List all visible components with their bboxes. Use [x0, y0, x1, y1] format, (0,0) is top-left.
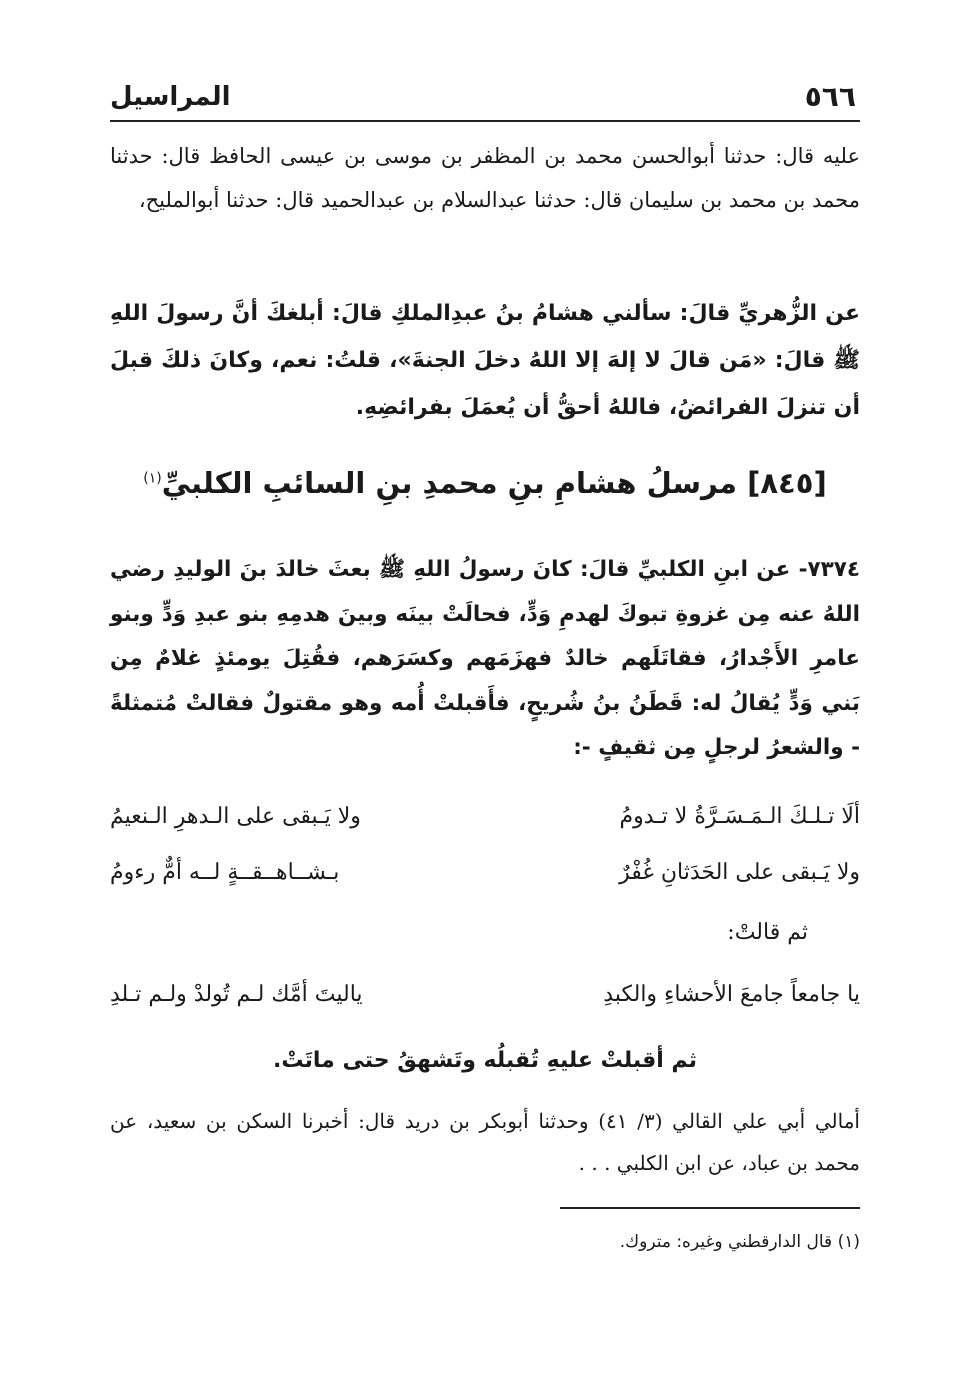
footnote: (١) قال الدارقطني وغيره: متروك.	[619, 1232, 860, 1252]
page-header	[110, 80, 860, 120]
header-rule	[110, 120, 860, 122]
verse-second-hemistich: بـشــاهــقــةٍ لــه أمٌّ رءومُ	[110, 860, 340, 885]
verse-line	[110, 860, 860, 906]
hadith-paragraph: عن الزُّهريِّ قالَ: سألني هشامُ بنُ عبدِالملكِ قالَ: أبلغكَ أنَّ رسولَ اللهِ ﷺ قالَ: «مَن قالَ لا إلهَ إلا اللهُ دخلَ الجنةَ»، قلتُ: نعم، وكانَ ذلكَ قبلَ أن تنزلَ الفرائضُ، فاللهُ أحقُّ أن يُعمَلَ بفرائضِهِ.	[110, 301, 860, 420]
verse-line	[110, 982, 860, 1028]
verse-second-hemistich: ولا يَـبقى على الـدهرِ الـنعيمُ	[110, 804, 361, 829]
footnote-marker: (١)	[143, 470, 162, 487]
source-reference-paragraph: أمالي أبي علي القالي (٣/ ٤١) وحدثنا أبوبكر بن دريد قال: أخبرنا السكن بن سعيد، عن محمد بن عباد، عن ابن الكلبي . . .	[110, 1109, 860, 1175]
book-page	[110, 0, 860, 1385]
then-said-line: ثم قالتْ:	[727, 920, 808, 945]
section-heading-text: [٨٤٥] مرسلُ هشامِ بنِ محمدِ بنِ السائبِ الكلبيِّ	[161, 466, 827, 500]
verse-line	[110, 804, 860, 850]
verse-first-hemistich: ألَا تـلـكَ الـمَـسَـرَّةُ لا تـدومُ	[619, 804, 860, 829]
closing-line: ثم أقبلتْ عليهِ تُقبلُه وتَشهقُ حتى ماتَتْ.	[273, 1048, 697, 1073]
running-title: المراسيل	[110, 82, 231, 112]
verse-first-hemistich: يا جامعاً جامعَ الأحشاءِ والكبدِ	[603, 982, 860, 1007]
section-heading	[110, 466, 860, 500]
main-hadith-paragraph: ٧٣٧٤- عن ابنِ الكلبيِّ قالَ: كانَ رسولُ اللهِ ﷺ بعثَ خالدَ بنَ الوليدِ رضي اللهُ عنه مِن غزوةِ تبوكَ لهدمِ وَدٍّ، فحالَتْ بينَه وبينَ هدمِهِ بنو عبدِ وَدٍّ وبنو عامرِ الأَجْدارُ، فقاتَلَهم خالدٌ فهزَمَهم وكسَرَهم، فقُتِلَ يومئذٍ غلامٌ مِن بَني وَدٍّ يُقالُ له: قَطَنُ بنُ شُريحٍ، فأَقبلتْ أُمه وهو مقتولٌ فقالتْ مُتمثلةً - والشعرُ لرجلٍ مِن ثقيفٍ -:	[110, 557, 860, 760]
source-chain-paragraph: عليه قال: حدثنا أبوالحسن محمد بن المظفر بن موسى بن عيسى الحافظ قال: حدثنا محمد بن محمد بن سليمان قال: حدثنا عبدالسلام بن عبدالحميد قال: حدثنا أبوالمليح،	[110, 144, 860, 212]
page-number: ٥٦٦	[804, 80, 856, 113]
verse-second-hemistich: ياليتَ أمَّك لـم تُولدْ ولـم تـلدِ	[110, 982, 363, 1007]
footnote-rule	[560, 1207, 860, 1209]
verse-first-hemistich: ولا يَـبقى على الحَدَثانِ غُفْرٌ	[619, 860, 860, 885]
